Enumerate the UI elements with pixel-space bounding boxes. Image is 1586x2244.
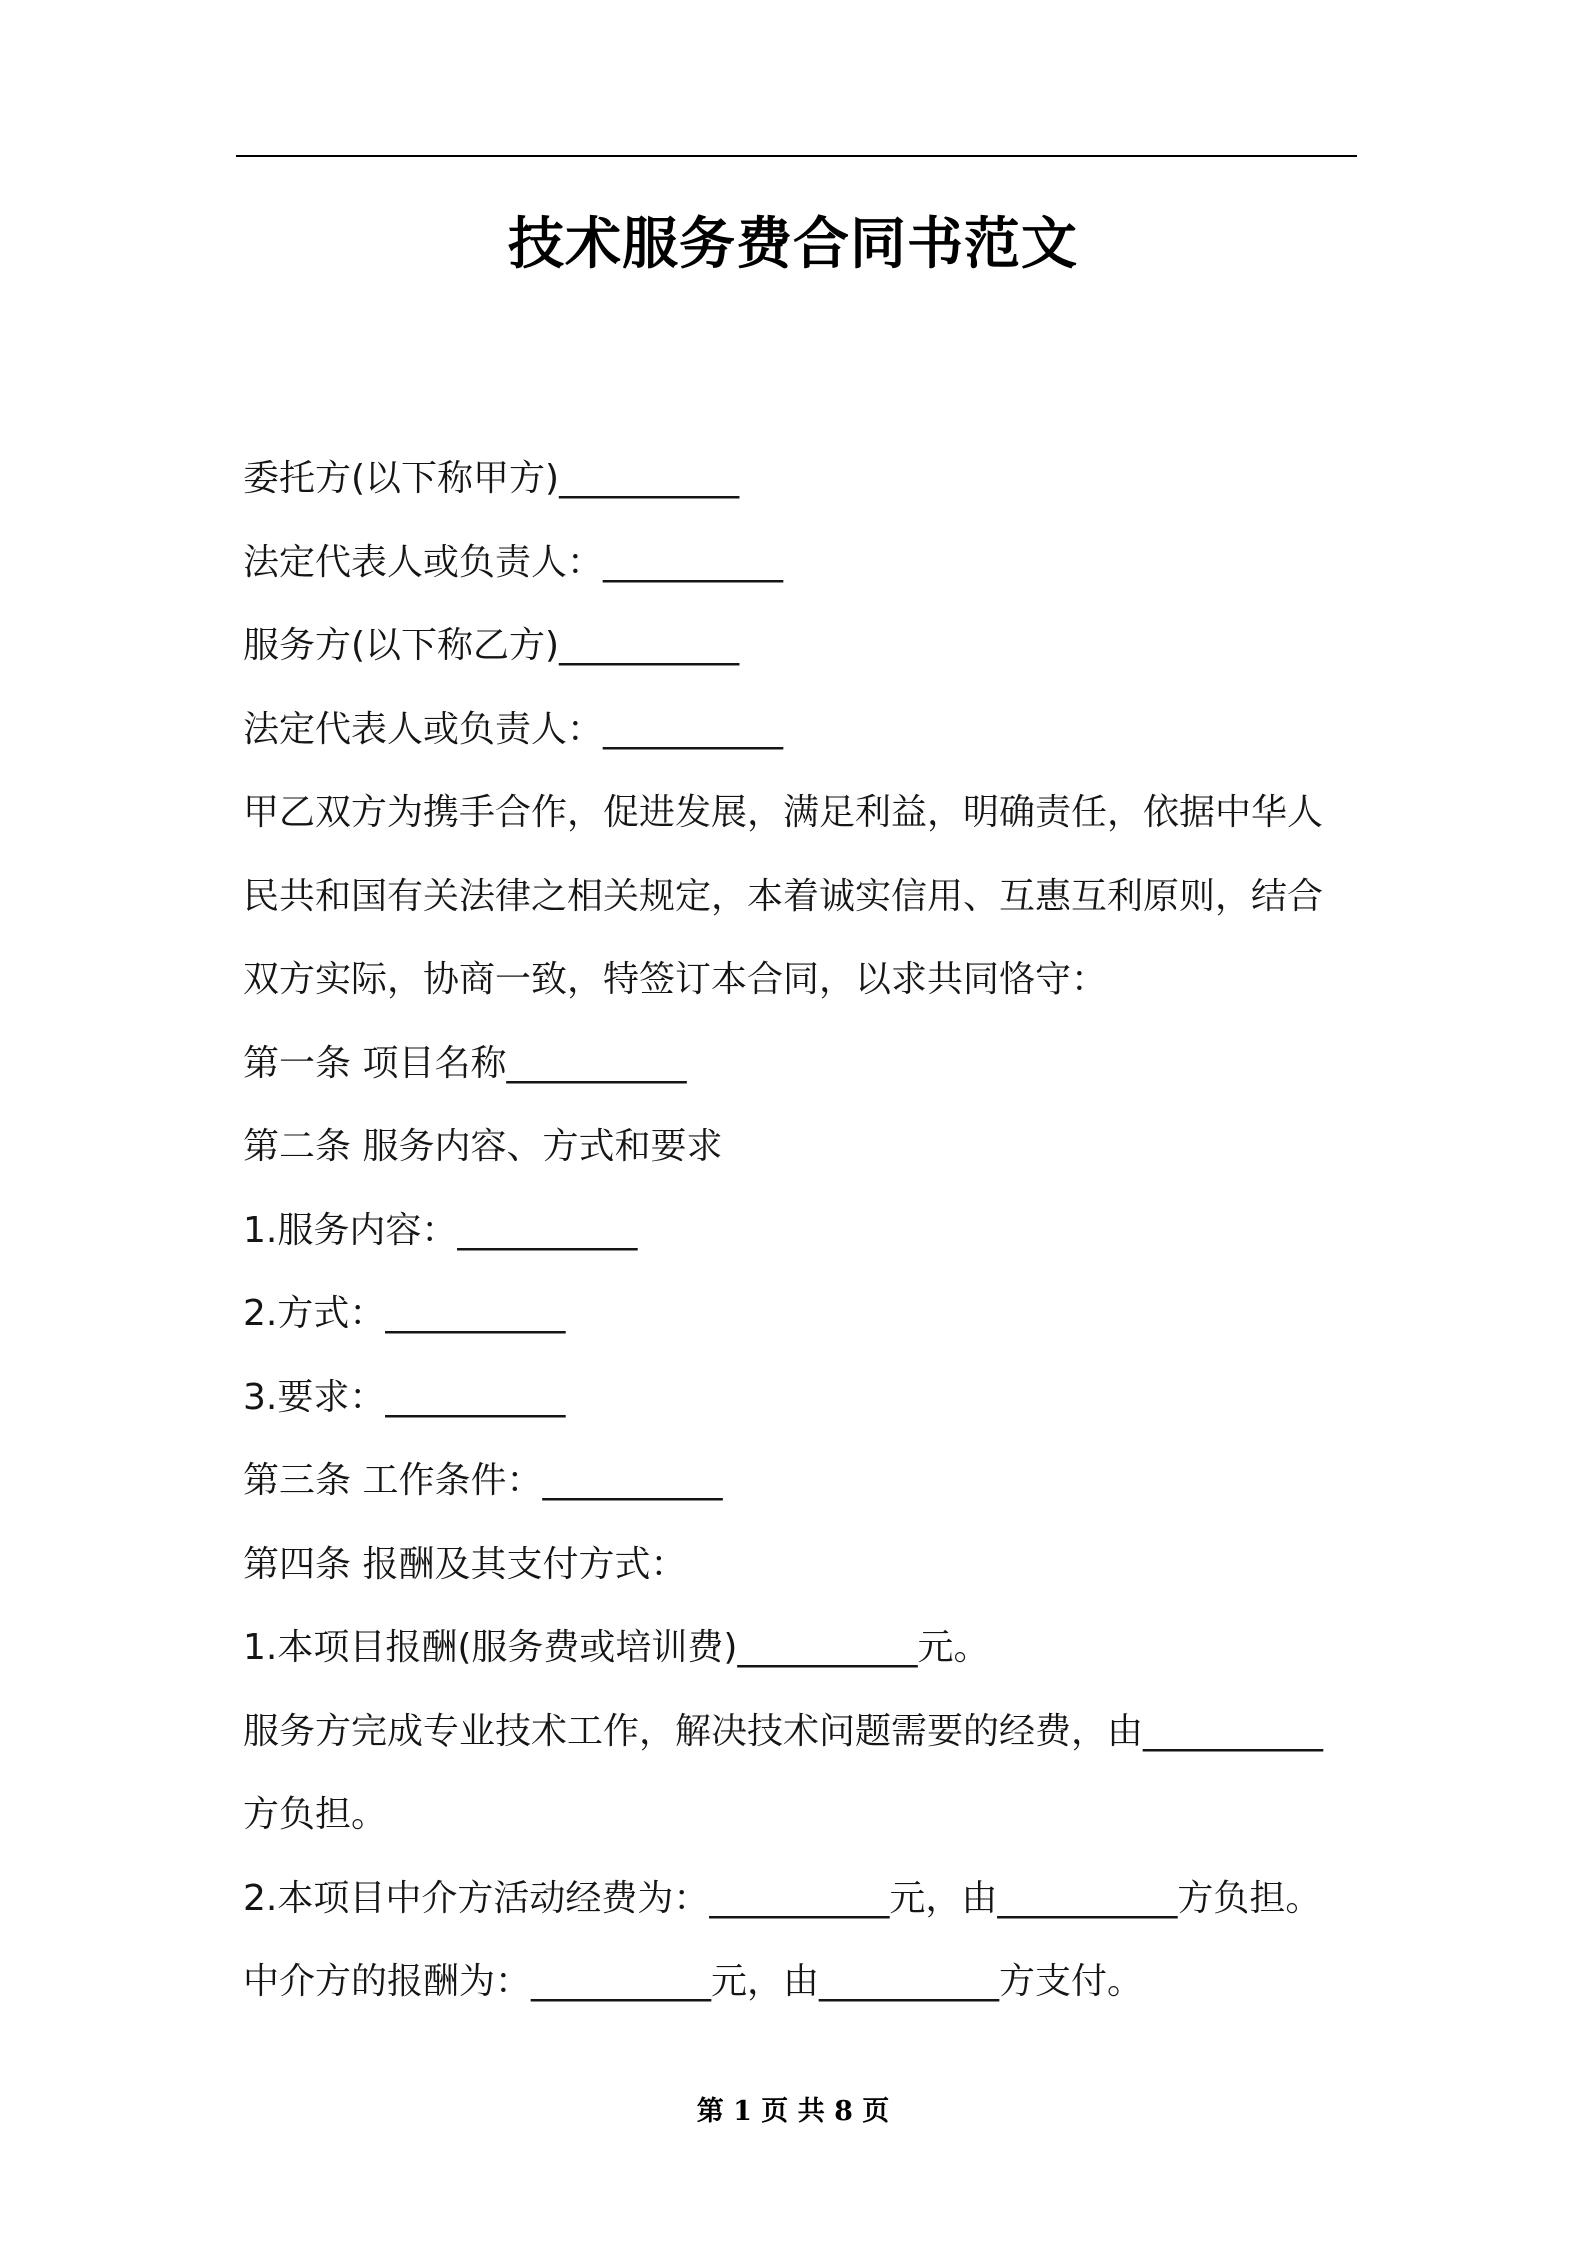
intermediary-fee-line: 中介方的报酬为：__________元，由__________方支付。 [243,1961,1144,2002]
article-2-item-3: 3.要求：__________ [243,1376,566,1418]
preamble-line-1: 甲乙双方为携手合作，促进发展，满足利益，明确责任，依据中华人 [243,792,1324,833]
header-rule [236,155,1357,157]
article-2-heading: 第二条 服务内容、方式和要求 [243,1126,723,1167]
party-a-line: 委托方(以下称甲方)__________ [243,458,740,499]
article-1-project-name: 第一条 项目名称__________ [243,1042,687,1084]
document-body [243,437,1363,2024]
article-3-working-conditions: 第三条 工作条件：__________ [243,1460,723,1501]
article-4-expense-line-2: 方负担。 [243,1794,388,1835]
article-4-heading: 第四条 报酬及其支付方式： [243,1543,687,1585]
article-2-item-2: 2.方式：__________ [243,1293,566,1334]
preamble-line-2: 民共和国有关法律之相关规定，本着诚实信用、互惠互利原则，结合 [243,875,1324,917]
article-2-item-1: 1.服务内容：__________ [243,1209,638,1251]
party-b-representative-line: 法定代表人或负责人：__________ [243,708,784,750]
article-4-item-2: 2.本项目中介方活动经费为：__________元，由__________方负担。 [243,1877,1322,1919]
preamble-line-3: 双方实际，协商一致，特签订本合同，以求共同恪守： [243,959,1108,1000]
document-title: 技术服务费合同书范文 [508,212,1078,277]
party-a-representative-line: 法定代表人或负责人：__________ [243,541,784,583]
article-4-item-1: 1.本项目报酬(服务费或培训费)__________元。 [243,1627,990,1668]
page-number-footer: 第 1 页 共 8 页 [696,2096,890,2127]
article-4-expense-line-1: 服务方完成专业技术工作，解决技术问题需要的经费，由__________ [243,1710,1324,1752]
party-b-line: 服务方(以下称乙方)__________ [243,625,740,666]
